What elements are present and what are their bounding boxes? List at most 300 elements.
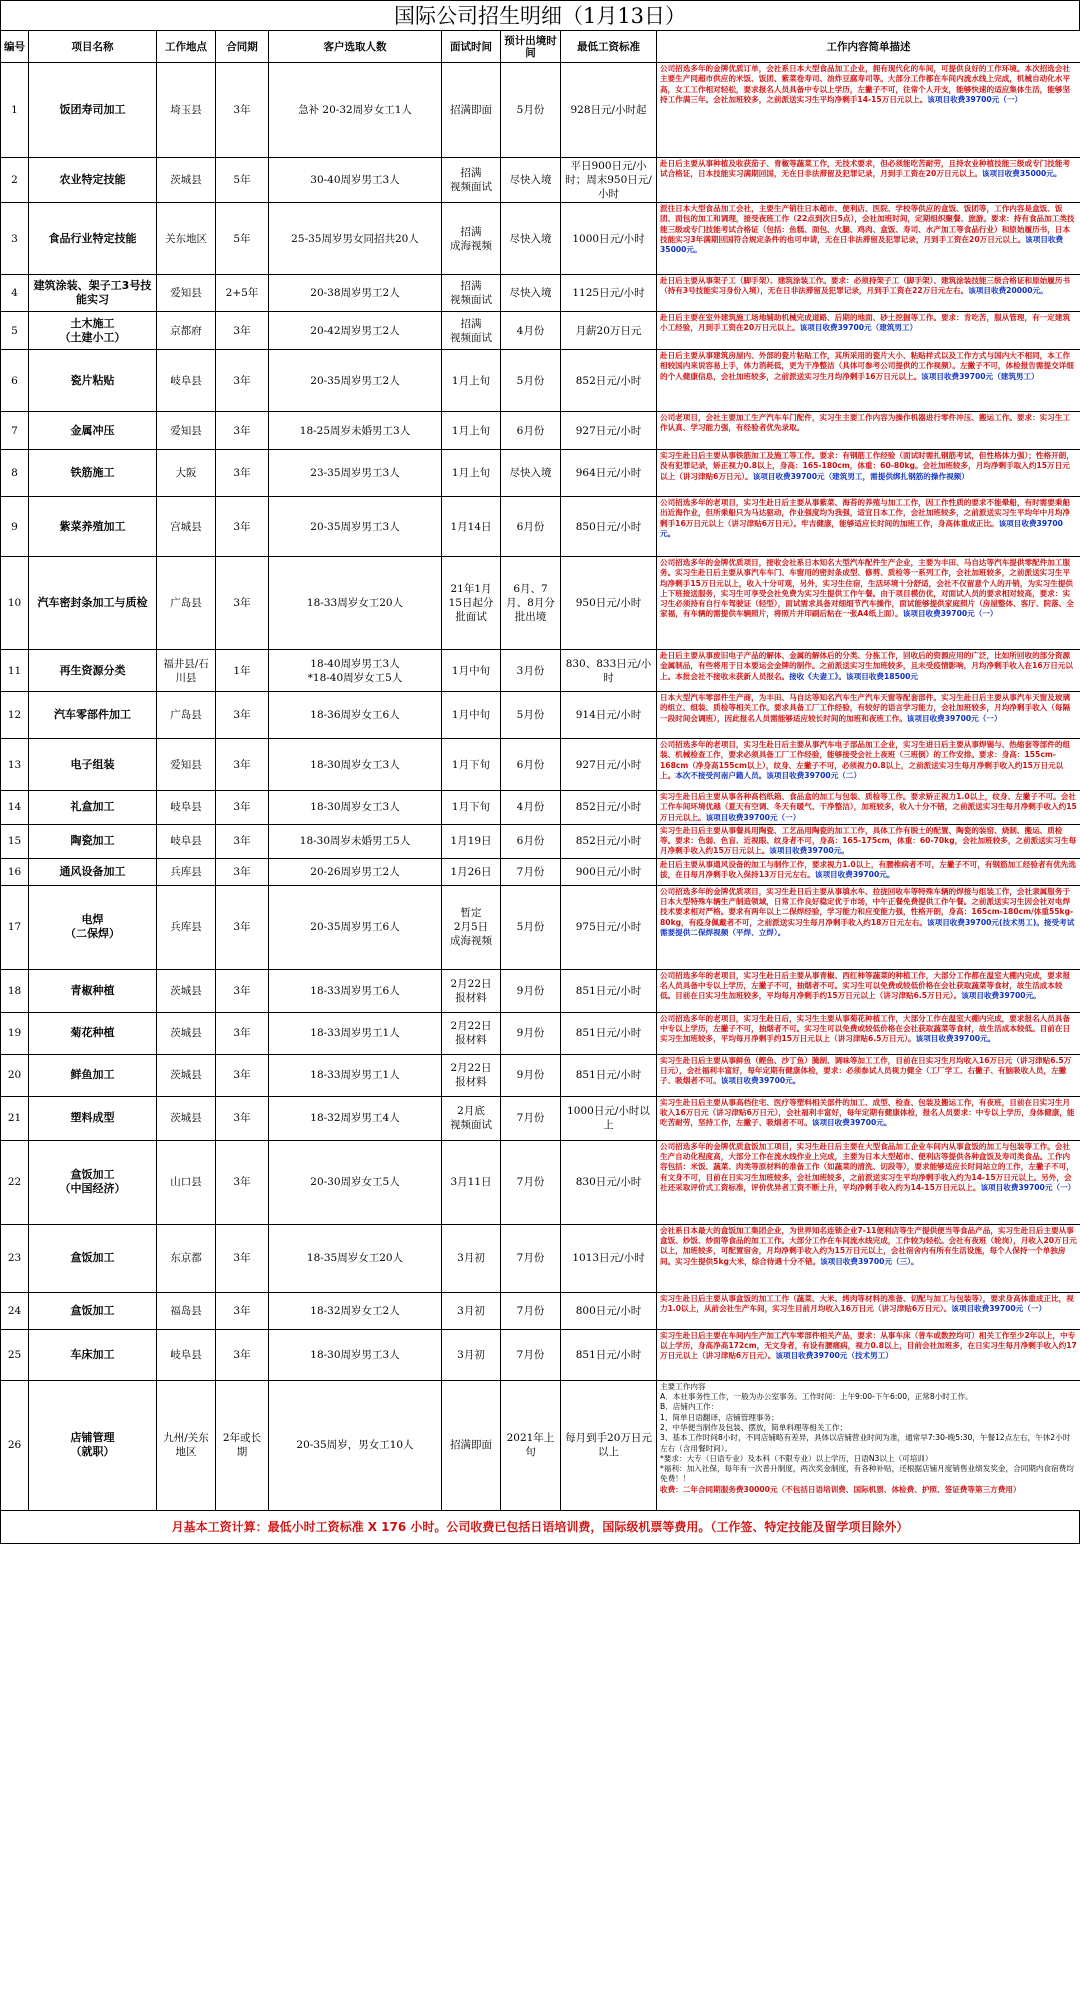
job-description-text: 公司招选多年的金牌优质项目，实习生赴日后主要从事填水车、拉拢回收车等特殊车辆的焊接与组装工作，会社隶属服务于日本大型特殊车辆生产制造领域，日常工作良好稳定优于市场，中午正餐免费提供工作午餐。之前派送实习生因会社对电焊技术要求相对严格。要求有两年以上二保焊经验，学习能力和应变能力强，性格开朗，身高：165cm-180cm/体重55kg-80kg，有疫身佩戴者不可，之前派送实习生每月净剩手收入约18万日元左右。: [660, 886, 1074, 927]
min-wage-cell: 852日元/小时: [561, 350, 657, 412]
headcount-cell: 20-35周岁男工3人: [269, 497, 442, 557]
departure-time-cell: 7月份: [501, 1096, 561, 1140]
min-wage-cell: 928日元/小时起: [561, 63, 657, 158]
departure-time-cell: 5月份: [501, 692, 561, 739]
row-number-cell: 6: [1, 350, 29, 412]
headcount-cell: 20-30周岁女工5人: [269, 1140, 442, 1224]
job-description-text: 公司招选多年的金牌优质订单，会社系日本大型食品加工企业，拥有现代化的车间，可提供良好的工作环境。本次招选会社主要生产同超市供应的米饭、饭团、紫菜卷寿司、油炸豆腐寿司等。大部分工作都在车间内流水线上完成，机械自动化水平高，女工工作相对轻松，要求报名人员具备中专以上学历，左撇子不可，往常个人开支，能够快速的适应集体生活，能够坚持工作满三年。会社加班较多，之前派送实习生平均净剩手14-15万日元以上。: [660, 64, 1071, 104]
job-description-cell: [657, 1329, 1080, 1380]
project-fee-text: 该项目收费39700元（一）: [927, 94, 1023, 104]
table-row: [1, 203, 1080, 275]
contract-term-cell: 2+5年: [216, 275, 269, 312]
project-fee-text: 收费：二年合同期服务费30000元（不包括日语培训费、国际机票、体检费、护照、签证费等第三方费用）: [660, 1484, 1021, 1494]
project-name-cell: 菊花种植: [29, 1012, 157, 1054]
job-description-cell: [657, 1224, 1080, 1292]
interview-time-cell: 1月26日: [442, 858, 501, 885]
work-place-cell: 茨城县: [157, 1054, 216, 1096]
job-description-cell: [657, 203, 1080, 275]
interview-time-cell: 3月11日: [442, 1140, 501, 1224]
contract-term-cell: 3年: [216, 557, 269, 650]
min-wage-cell: 851日元/小时: [561, 1012, 657, 1054]
departure-time-cell: 9月份: [501, 1012, 561, 1054]
job-description-cell: [657, 824, 1080, 858]
job-description-text: 公司招选多年的老项目，实习生赴日后主要从事紫菜、海苔的养殖与加工工作，因工作性质的要求不能晕船，有时需要乘船出近海作业，但所乘船只为马达驱动，作业强度均为我强，适宜日本工作，会社加班较多，之前派送实习生平均年中月均净剩手16万日元以上（讲习津贴6万日元）。牢吉健康，能够适应长时间的加班工作，身高体重成正比。: [660, 498, 1071, 528]
table-row: [1, 1224, 1080, 1292]
min-wage-cell: 830日元/小时: [561, 1140, 657, 1224]
contract-term-cell: 3年: [216, 350, 269, 412]
row-number-cell: 5: [1, 312, 29, 350]
contract-term-cell: 3年: [216, 63, 269, 158]
departure-time-cell: 7月份: [501, 1329, 561, 1380]
job-description-text: 公司老项目，会社主要加工生产汽车车门配件，实习生主要工作内容为操作机器进行零件冲压、搬运工作。要求：实习生工作认真、学习能力强，有经验者优先录取。: [660, 413, 1071, 433]
table-row: [1, 158, 1080, 203]
project-name-cell: 店铺管理 （就职）: [29, 1380, 157, 1510]
min-wage-cell: 1013日元/小时: [561, 1224, 657, 1292]
departure-time-cell: 3月份: [501, 650, 561, 692]
row-number-cell: 7: [1, 412, 29, 450]
project-fee-text: 该项目收费39700元（建筑男工）: [799, 323, 918, 333]
work-place-cell: 宫城县: [157, 497, 216, 557]
headcount-cell: 18-33周岁男工1人: [269, 1012, 442, 1054]
table-row: [1, 1292, 1080, 1329]
job-description-text: 赴日后主要在室外建筑施工场地辅助机械完成道路、后期的地面、砂土挖掘等工作。要求：肯吃苦，服从管理，有一定建筑小工经验，月到手工资在20万日元以上。: [660, 313, 1071, 333]
work-place-cell: 福岛县: [157, 1292, 216, 1329]
project-name-cell: 农业特定技能: [29, 158, 157, 203]
header-depart: 预计出境时间: [501, 31, 561, 63]
header-people: 客户选取人数: [269, 31, 442, 63]
work-place-cell: 京都府: [157, 312, 216, 350]
project-fee-text: 该项目收费39700元（一）: [980, 1182, 1076, 1192]
work-place-cell: 岐阜县: [157, 791, 216, 825]
interview-time-cell: 1月中旬: [442, 650, 501, 692]
headcount-cell: 18-33周岁女工20人: [269, 557, 442, 650]
contract-term-cell: 3年: [216, 969, 269, 1012]
project-fee-text: 该项目收费35000元。: [660, 234, 1064, 255]
project-fee-text: 该项目收费39700元。: [961, 991, 1041, 1001]
project-name-cell: 建筑涂装、架子工3号技能实习: [29, 275, 157, 312]
row-number-cell: 1: [1, 63, 29, 158]
contract-term-cell: 5年: [216, 203, 269, 275]
interview-time-cell: 21年1月15日起分批面试: [442, 557, 501, 650]
min-wage-cell: 927日元/小时: [561, 412, 657, 450]
job-description-text: 实习生赴日后主要从事盒饭的加工工作（蔬菜、大米、烤肉等材料的准备、切配与加工与包装等），要求身高体重成正比，视力1.0以上，从前会社生产车间，实习生目前月均收入16万日元（讲习津贴6万日元）。: [660, 1293, 1074, 1314]
job-description-text: 公司招选多年的金牌优质盒饭加工项目，实习生赴日后主要在大型食品加工企业车间内从事盒饭的加工与包装等工作。会社生产自动化程度高，大部分工作在流水线作业上完成，主要为日本大型超市、便利店等提供各种盒饭及寿司类食品。工作内容包括：米饭、蔬菜、肉类等原材料的准备工作（如蔬菜的清洗、切段等），要求能够适应长时间站立的工作，左撇子不可，有文身不可，目前在日实习生加班较多，会社加班较多，之前派送实习生平均净剩手收入约为14-15万日元以上。另外，会社还采取评价式工资标准，评价优异者工资不断上升，平均净剩手收入约为14-15万日元以上。: [660, 1141, 1074, 1192]
project-fee-text: 本次不接受河南户籍人员。该项目收费39700元（二）: [675, 770, 862, 780]
min-wage-cell: 851日元/小时: [561, 1054, 657, 1096]
headcount-cell: 20-42周岁男工2人: [269, 312, 442, 350]
job-description-cell: [657, 1096, 1080, 1140]
min-wage-cell: 830、833日元/小时: [561, 650, 657, 692]
footer-note: 月基本工资计算：最低小时工资标准 X 176 小时。公司收费已包括日语培训费，国际级机票等费用。（工作签、特定技能及留学项目除外）: [0, 1511, 1080, 1544]
project-name-cell: 土木施工 （土建小工）: [29, 312, 157, 350]
job-description-cell: [657, 1292, 1080, 1329]
interview-time-cell: 招满 视频面试: [442, 312, 501, 350]
contract-term-cell: 3年: [216, 1012, 269, 1054]
job-description-cell: [657, 63, 1080, 158]
project-name-cell: 青椒种植: [29, 969, 157, 1012]
job-description-text: 实习生赴日后主要从事餐具用陶瓷、工艺品用陶瓷的加工工作，具体工作有脱土的配置、陶瓷的装窑、烧制、搬运、质检等。要求：色弱、色盲、近视眼、纹身者不可，身高：165-175cm，体重：60-70kg，会社加班较多，之前派送实习生每月净剩手收入约15万日元以上。: [660, 825, 1077, 856]
table-row: [1, 692, 1080, 739]
interview-time-cell: 3月初: [442, 1329, 501, 1380]
interview-time-cell: 招满 视频面试: [442, 275, 501, 312]
job-description-cell: [657, 312, 1080, 350]
row-number-cell: 2: [1, 158, 29, 203]
project-fee-text: 该项目收费39700元。: [769, 846, 849, 856]
project-fee-text: 该项目收费39700元。: [811, 1118, 892, 1128]
min-wage-cell: 月薪20万日元: [561, 312, 657, 350]
row-number-cell: 4: [1, 275, 29, 312]
job-description-text: 日本大型汽车零部件生产商，为丰田、马自达等知名汽车生产汽车天窗等配套部件。实习生赴日后主要从事汽车天窗及玻璃的组立、组装、质检等相关工作。要求具备工厂工作经验，有较好的语言学习能力，会社加班较多，月均净剩手收入（每隔一段时间会调班），因此报名人员需能够适应较长时间的加班和夜班工作。: [660, 693, 1071, 723]
headcount-cell: 18-33周岁男工1人: [269, 1054, 442, 1096]
header-term: 合同期: [216, 31, 269, 63]
table-row: [1, 969, 1080, 1012]
project-name-cell: 车床加工: [29, 1329, 157, 1380]
contract-term-cell: 3年: [216, 692, 269, 739]
job-description-text: 实习生赴日后主要从事高档住宅、医疗等塑料相关部件的加工、成型、检查、包装及搬运工作，有夜班，目前在日实习生月收入16万日元（讲习津贴6万日元），会社福利丰富好，每年定期有健康体检，报名人员要求：中专以上学历，身体健康，能吃苦耐劳，坚持工作，左撇子、吸烟者不可。: [660, 1097, 1075, 1128]
row-number-cell: 14: [1, 791, 29, 825]
departure-time-cell: 9月份: [501, 1054, 561, 1096]
departure-time-cell: 7月份: [501, 858, 561, 885]
row-number-cell: 9: [1, 497, 29, 557]
project-name-cell: 紫菜养殖加工: [29, 497, 157, 557]
row-number-cell: 16: [1, 858, 29, 885]
table-row: [1, 885, 1080, 969]
min-wage-cell: 1000日元/小时以上: [561, 1096, 657, 1140]
row-number-cell: 26: [1, 1380, 29, 1510]
interview-time-cell: 1月下旬: [442, 739, 501, 791]
work-place-cell: 茨城县: [157, 969, 216, 1012]
departure-time-cell: 7月份: [501, 1140, 561, 1224]
row-number-cell: 20: [1, 1054, 29, 1096]
project-fee-text: 该项目收费39700元（一）: [705, 812, 801, 822]
table-row: [1, 275, 1080, 312]
work-place-cell: 爱知县: [157, 412, 216, 450]
project-fee-text: 该项目收费39700元（一）: [902, 609, 998, 619]
headcount-cell: 急补 20-32周岁女工1人: [269, 63, 442, 158]
table-row: [1, 1012, 1080, 1054]
work-place-cell: 山口县: [157, 1140, 216, 1224]
interview-time-cell: 1月上旬: [442, 412, 501, 450]
work-place-cell: 兵库县: [157, 885, 216, 969]
interview-time-cell: 1月下旬: [442, 791, 501, 825]
departure-time-cell: 7月份: [501, 1292, 561, 1329]
job-description-text: 公司招选多年的老项目，实习生赴日后，实习生主要从事菊花种植工作，大部分工作在温室大棚内完成，要求报名人员具备中专以上学历，左撇子不可，抽烟者不可。实习生可以免费或较低价格在会社获取蔬菜等食材，故生活成本较低。目前在日实习生加班较多，平均每月净剩手约15万日元以上（讲习津贴6.5万日元）。: [660, 1013, 1071, 1044]
min-wage-cell: 1000日元/小时: [561, 203, 657, 275]
project-name-cell: 再生资源分类: [29, 650, 157, 692]
project-name-cell: 食品行业特定技能: [29, 203, 157, 275]
job-description-cell: [657, 739, 1080, 791]
contract-term-cell: 3年: [216, 824, 269, 858]
headcount-cell: 18-32周岁男工4人: [269, 1096, 442, 1140]
table-row: [1, 557, 1080, 650]
job-description-text: 公司招选多年的金牌优质项目，接收会社系日本知名大型汽车配件生产企业，主要为丰田、马自达等汽车提供零配件加工服务。实习生赴日后主要从事汽车车门、车窗用的密封条成型、修剪、质检等一系列工作，会社加班较多，之前派送实习生平均净剩手15万日元以上，收入十分可观，另外，实习生住宿，生活环境十分舒适，会社不仅留意个人的开销，为实习生提供上下班接送服务，实习生可享受会社免费为实习生提供工作午餐。由于项目模仿优，对面试人员的要求相对较高，要求：实习生必须持有自行车驾驶证（轻型），面试需求具备对细细节汽车操作，面试能够提供家庭照片（房屋整体、客厅、院落、全家福，有车辆的需提供车辆照片，将照片并印刷后粘在一张A4纸上面）。: [660, 558, 1074, 619]
project-fee-text: 该项目收费39700元（一）: [906, 713, 1002, 723]
interview-time-cell: 1月上旬: [442, 450, 501, 497]
job-description-cell: [657, 1012, 1080, 1054]
contract-term-cell: 3年: [216, 412, 269, 450]
table-row: [1, 1140, 1080, 1224]
table-row: [1, 791, 1080, 825]
departure-time-cell: 2021年上旬: [501, 1380, 561, 1510]
table-row: [1, 1329, 1080, 1380]
project-fee-text: 该项目收费39700元（建筑男工，需提供绑扎钢筋的操作视频）: [752, 471, 969, 481]
table-row: [1, 312, 1080, 350]
departure-time-cell: 6月份: [501, 412, 561, 450]
project-fee-text: 该项目收费39700元(技术男工)。接受考试需要提供二保焊视频（平焊、立焊）。: [660, 917, 1075, 937]
contract-term-cell: 3年: [216, 1096, 269, 1140]
page-title: 国际公司招生明细（1月13日）: [0, 0, 1080, 30]
interview-time-cell: 1月中旬: [442, 692, 501, 739]
interview-time-cell: 2月22日 报材料: [442, 1012, 501, 1054]
job-description-cell: [657, 858, 1080, 885]
row-number-cell: 18: [1, 969, 29, 1012]
departure-time-cell: 尽快入境: [501, 450, 561, 497]
work-place-cell: 关东地区: [157, 203, 216, 275]
headcount-cell: 23-35周岁男工3人: [269, 450, 442, 497]
min-wage-cell: 975日元/小时: [561, 885, 657, 969]
work-place-cell: 爱知县: [157, 739, 216, 791]
project-name-cell: 通风设备加工: [29, 858, 157, 885]
departure-time-cell: 尽快入境: [501, 203, 561, 275]
contract-term-cell: 3年: [216, 312, 269, 350]
min-wage-cell: 1125日元/小时: [561, 275, 657, 312]
project-fee-text: 该项目收费39700元（技术男工）: [775, 1351, 893, 1361]
work-place-cell: 埼玉县: [157, 63, 216, 158]
row-number-cell: 24: [1, 1292, 29, 1329]
headcount-cell: 18-25周岁未婚男工3人: [269, 412, 442, 450]
project-fee-text: 该项目收费39700元（建筑男工）: [921, 371, 1039, 381]
headcount-cell: 18-36周岁女工6人: [269, 692, 442, 739]
departure-time-cell: 5月份: [501, 350, 561, 412]
headcount-cell: 30-40周岁男工3人: [269, 158, 442, 203]
job-description-text: 公司招选多年的老项目，实习生赴日后主要从事汽车电子部品加工企业，实习生进日后主要从事焊锡与、热缩套等部件的组装、机械检查工作，要求必须具备工厂工作经验，能够接受会社上夜班（三班倒）的工作安排。要求：身高：155cm-168cm（净身高155cm以上），纹身、左撇子不可，必须视力0.8以上，之前派送实习生每月净剩手收入约15万日元以上。: [660, 740, 1071, 780]
departure-time-cell: 6月份: [501, 497, 561, 557]
min-wage-cell: 平日900日元/小时；周末950日元/小时: [561, 158, 657, 203]
job-description-cell: [657, 692, 1080, 739]
job-description-cell: [657, 885, 1080, 969]
headcount-cell: 25-35周岁男女同招共20人: [269, 203, 442, 275]
interview-time-cell: 1月上旬: [442, 350, 501, 412]
headcount-cell: 20-26周岁男工2人: [269, 858, 442, 885]
job-description-text: 实习生赴日后主要从事鲜鱼（鲣鱼、沙丁鱼）腌制、调味等加工工作，目前在日实习生月均收入16万日元（讲习津贴6.5万日元），会社福利丰富好，每年定期有健康体检，要求：必须参试人员视力健全（工厂学工、右撇子、有脑吸收人员，左撇子、吸烟者不可。: [660, 1055, 1072, 1086]
contract-term-cell: 3年: [216, 1292, 269, 1329]
project-fee-text: 该项目收费39700元。: [814, 870, 895, 880]
contract-term-cell: 5年: [216, 158, 269, 203]
departure-time-cell: 7月份: [501, 1224, 561, 1292]
job-description-cell: [657, 275, 1080, 312]
interview-time-cell: 1月14日: [442, 497, 501, 557]
min-wage-cell: 927日元/小时: [561, 739, 657, 791]
contract-term-cell: 3年: [216, 739, 269, 791]
work-place-cell: 爱知县: [157, 275, 216, 312]
interview-time-cell: 2月22日 报材料: [442, 1054, 501, 1096]
project-name-cell: 陶瓷加工: [29, 824, 157, 858]
table-row: [1, 739, 1080, 791]
interview-time-cell: 1月19日: [442, 824, 501, 858]
departure-time-cell: 尽快入境: [501, 275, 561, 312]
table-row: [1, 412, 1080, 450]
departure-time-cell: 9月份: [501, 969, 561, 1012]
min-wage-cell: 852日元/小时: [561, 824, 657, 858]
headcount-cell: 18-30周岁未婚男工5人: [269, 824, 442, 858]
project-fee-text: 该项目收费39700元（三）。: [820, 1256, 919, 1266]
contract-term-cell: 3年: [216, 1224, 269, 1292]
job-description-cell: [657, 557, 1080, 650]
project-name-cell: 电焊 （二保焊）: [29, 885, 157, 969]
row-number-cell: 12: [1, 692, 29, 739]
row-number-cell: 25: [1, 1329, 29, 1380]
table-row: [1, 350, 1080, 412]
project-fee-text: 该项目收费39700元。: [720, 1076, 801, 1086]
min-wage-cell: 852日元/小时: [561, 791, 657, 825]
project-fee-text: 该项目收费39700元。: [915, 1034, 996, 1044]
min-wage-cell: 914日元/小时: [561, 692, 657, 739]
job-description-text: 派往日本大型食品加工会社，主要生产销往日本超市、便利店、医院、学校等供应的盒饭、饭团等，工作内容是盒饭、饭团、面包的加工和调理，接受夜班工作（22点到次日5点），会社加班时间，定期组织聚餐、旅游。要求：持有食品加工类技能三级或专门技能考试合格证（包括：鱼糕、面包、火腿、鸡肉、盒饭、寿司、水产加工等食品行业）和原始履历书，日本技能实习3年满期回国符合规定条件的也可申请，无在日非法滞留及犯罪记录，月到手工资在20万日元以上。: [660, 204, 1075, 244]
row-number-cell: 10: [1, 557, 29, 650]
job-description-text: 公司招选多年的老项目，实习生赴日后主要从事青椒、西红柿等蔬菜的种植工作，大部分工作都在温室大棚内完成，要求报名人员具备中专以上学历，左撇子不可，抽烟者不可。实习生可以免费或较低价格在会社获取蔬菜等食材，故生活成本较低。目前在日实习生加班较多，平均每月净剩手约15万日元以上（讲习津贴6.5万日元）。: [660, 970, 1071, 1001]
project-name-cell: 盒饭加工: [29, 1292, 157, 1329]
table-row: [1, 1096, 1080, 1140]
project-name-cell: 铁筋施工: [29, 450, 157, 497]
contract-term-cell: 3年: [216, 497, 269, 557]
interview-time-cell: 2月底 视频面试: [442, 1096, 501, 1140]
contract-term-cell: 3年: [216, 858, 269, 885]
headcount-cell: 18-35周岁女工20人: [269, 1224, 442, 1292]
job-description-text: 实习生赴日后主要从事铁筋加工及施工等工作。要求：有钢筋工作经验（面试时需扎钢筋考试，但性格体力强）；性格开朗，没有犯罪记录，矫正视力0.8以上，身高：165-180cm，体重：60-80kg。会社加班较多，月均净剩手取入约15万日元以上（讲习津贴6万日元）。: [660, 451, 1074, 481]
interview-time-cell: 暂定 2月5日 成海视频: [442, 885, 501, 969]
row-number-cell: 22: [1, 1140, 29, 1224]
contract-term-cell: 3年: [216, 791, 269, 825]
header-place: 工作地点: [157, 31, 216, 63]
job-description-cell: [657, 969, 1080, 1012]
min-wage-cell: 850日元/小时: [561, 497, 657, 557]
project-name-cell: 汽车零部件加工: [29, 692, 157, 739]
headcount-cell: 18-30周岁女工3人: [269, 791, 442, 825]
min-wage-cell: 900日元/小时: [561, 858, 657, 885]
recruitment-table: [0, 30, 1080, 1511]
departure-time-cell: 5月份: [501, 885, 561, 969]
headcount-cell: 20-38周岁男工2人: [269, 275, 442, 312]
work-place-cell: 岐阜县: [157, 350, 216, 412]
row-number-cell: 11: [1, 650, 29, 692]
job-description-text: 赴日后主要从事种植及收获茄子、青椒等蔬菜工作，无技术要求，但必须能吃苦耐劳，且持农业种植技能三级或专门技能考试合格证，日本技能实习满期回国，无在日非法滞留及犯罪记录，月到手工资在20万日元以上。: [660, 159, 1071, 179]
work-place-cell: 广岛县: [157, 692, 216, 739]
header-desc: 工作内容简单描述: [657, 31, 1080, 63]
table-row: [1, 450, 1080, 497]
work-place-cell: 九州/关东地区: [157, 1380, 216, 1510]
headcount-cell: 18-33周岁男工6人: [269, 969, 442, 1012]
interview-time-cell: 招满即面: [442, 63, 501, 158]
interview-time-cell: 3月初: [442, 1224, 501, 1292]
table-row: [1, 63, 1080, 158]
row-number-cell: 23: [1, 1224, 29, 1292]
min-wage-cell: 851日元/小时: [561, 1329, 657, 1380]
header-interview: 面试时间: [442, 31, 501, 63]
project-name-cell: 电子组装: [29, 739, 157, 791]
departure-time-cell: 6月份: [501, 739, 561, 791]
contract-term-cell: 3年: [216, 885, 269, 969]
row-number-cell: 17: [1, 885, 29, 969]
row-number-cell: 8: [1, 450, 29, 497]
contract-term-cell: 3年: [216, 450, 269, 497]
departure-time-cell: 4月份: [501, 791, 561, 825]
job-description-text: 赴日后主要从事架子工（脚手架）、建筑涂装工作。要求：必须持架子工（脚手架）、建筑涂装技能三级合格证和原始履历书（持有3号技能实习身份入境），无在日非法滞留及犯罪记录，月到手工资在22万日元左右。: [660, 276, 1071, 296]
work-place-cell: 茨城县: [157, 1012, 216, 1054]
min-wage-cell: 950日元/小时: [561, 557, 657, 650]
job-description-cell: [657, 450, 1080, 497]
project-fee-text: 该项目收费39700元（一）: [951, 1304, 1047, 1314]
project-name-cell: 盒饭加工: [29, 1224, 157, 1292]
job-description-cell: [657, 497, 1080, 557]
table-row: [1, 650, 1080, 692]
row-number-cell: 21: [1, 1096, 29, 1140]
job-description-text: 实习生赴日后主要从事各种高档纸箱、食品盒的加工与包装、质检等工作。要求矫正视力1.0以上，纹身、左撇子不可。会社工作车间环境优越（夏天有空调、冬天有暖气、干净整洁），加班较多，收入十分不错，之前派送实习生每月净剩手收入约15万日元以上。: [660, 792, 1077, 822]
interview-time-cell: 2月22日 报材料: [442, 969, 501, 1012]
headcount-cell: 20-35周岁男工2人: [269, 350, 442, 412]
project-name-cell: 汽车密封条加工与质检: [29, 557, 157, 650]
job-description-text: 主要工作内容 A．本社事务性工作，一般为办公室事务。工作时间：上午9:00-下午6:00，正常8小时工作。 B．店铺内工作： 1、简单日语翻译，店铺管理事务； 2、中华便当制作及包装、摆放，简单料理等相关工作； 3、基本工作时间8小时，不同店铺略有差异，具体以店铺营业时间为准，通常早7:30-晚5:30，午餐12点左右，午休2小时左右（含用餐时间）。 *要求：大专（日语专业）及本科（不限专业）以上学历，日语N3以上（可培训） *福利：加入社保，每年有一次普升制度，两次奖金制度，有各种补贴，还根据店铺月度销售业绩发奖金，合同期内食宿费均免费！！: [660, 1381, 1074, 1484]
headcount-cell: 18-30周岁男工3人: [269, 1329, 442, 1380]
departure-time-cell: 6月份: [501, 824, 561, 858]
headcount-cell: 18-32周岁女工2人: [269, 1292, 442, 1329]
work-place-cell: 东京都: [157, 1224, 216, 1292]
headcount-cell: 18-30周岁女工3人: [269, 739, 442, 791]
contract-term-cell: 1年: [216, 650, 269, 692]
header-name: 项目名称: [29, 31, 157, 63]
job-description-cell: [657, 650, 1080, 692]
interview-time-cell: 招满 成海视频: [442, 203, 501, 275]
project-fee-text: 接收《夫妻工》。该项目收费18500元: [789, 671, 919, 681]
table-row: [1, 1054, 1080, 1096]
min-wage-cell: 851日元/小时: [561, 969, 657, 1012]
job-description-text: 实习生赴日后主要在车间内生产加工汽车零部件相关产品，要求：从事车床（普车或数控均可）相关工作至少2年以上，中专以上学历，身高净高172cm，无文身者，有设有腰痛病，视力0.8以上，目前会社加班多，在日实习生每月净剩手收入约17万日元以上（讲习津贴6万日元）。: [660, 1330, 1077, 1361]
header-wage: 最低工资标准: [561, 31, 657, 63]
interview-time-cell: 招满即面: [442, 1380, 501, 1510]
row-number-cell: 3: [1, 203, 29, 275]
headcount-cell: 20-35周岁，男女工10人: [269, 1380, 442, 1510]
job-description-text: 赴日后主要从事通风设备的加工与制作工作，要求视力1.0以上，有腰椎病者不可，左撇子不可，有钢筋加工经验者有优先选拔，在日每月净剩手收入保持13万日元左右。: [660, 859, 1076, 880]
job-description-cell: [657, 1054, 1080, 1096]
job-description-cell: [657, 412, 1080, 450]
header-no: 编号: [1, 31, 29, 63]
departure-time-cell: 6月、7月、8月分批出境: [501, 557, 561, 650]
work-place-cell: 福井县/石川县: [157, 650, 216, 692]
contract-term-cell: 3年: [216, 1140, 269, 1224]
table-row: [1, 1380, 1080, 1510]
project-fee-text: 该项目收费35000元。: [981, 169, 1062, 179]
work-place-cell: 岐阜县: [157, 1329, 216, 1380]
min-wage-cell: 800日元/小时: [561, 1292, 657, 1329]
row-number-cell: 13: [1, 739, 29, 791]
project-name-cell: 瓷片粘贴: [29, 350, 157, 412]
table-header-row: [1, 31, 1080, 63]
min-wage-cell: 964日元/小时: [561, 450, 657, 497]
contract-term-cell: 3年: [216, 1054, 269, 1096]
job-description-text: 会社系日本最大的盒饭加工集团企业，为世界知名连锁企业7-11便利店等生产提供便当等食品产品，实习生赴日后主要从事盒饭、炒饭、炒面等食品的加工工作。大部分工作在车间流水线完成，工作较为轻松。会社有夜班（轮岗），月收入20万日元以上，加班较多，可配置宿舍，月均净剩手收入约为15万日元以上，会社宿舍内有所有生活设施，每个人保持一个单独房间。实习生提供5kg大米，综合待遇十分不错。: [660, 1225, 1077, 1266]
work-place-cell: 大阪: [157, 450, 216, 497]
row-number-cell: 19: [1, 1012, 29, 1054]
project-name-cell: 饭团寿司加工: [29, 63, 157, 158]
job-description-cell: [657, 791, 1080, 825]
table-row: [1, 824, 1080, 858]
table-body: [1, 63, 1080, 1511]
interview-time-cell: 3月初: [442, 1292, 501, 1329]
contract-term-cell: 3年: [216, 1329, 269, 1380]
job-description-cell: [657, 158, 1080, 203]
headcount-cell: 20-35周岁男工6人: [269, 885, 442, 969]
departure-time-cell: 5月份: [501, 63, 561, 158]
job-description-text: 赴日后主要从事废旧电子产品的解体、金属的解体后的分类、分拣工作，回收后的资源应用的广泛，比如所回收的部分资源金属制品，有些将用于日本要运会金牌的制作。之前派送实习生加班较多，且未受疫情影响，月均净剩手收入在16万日元以上。本批会社不接收未获新人员报名。: [660, 651, 1074, 681]
